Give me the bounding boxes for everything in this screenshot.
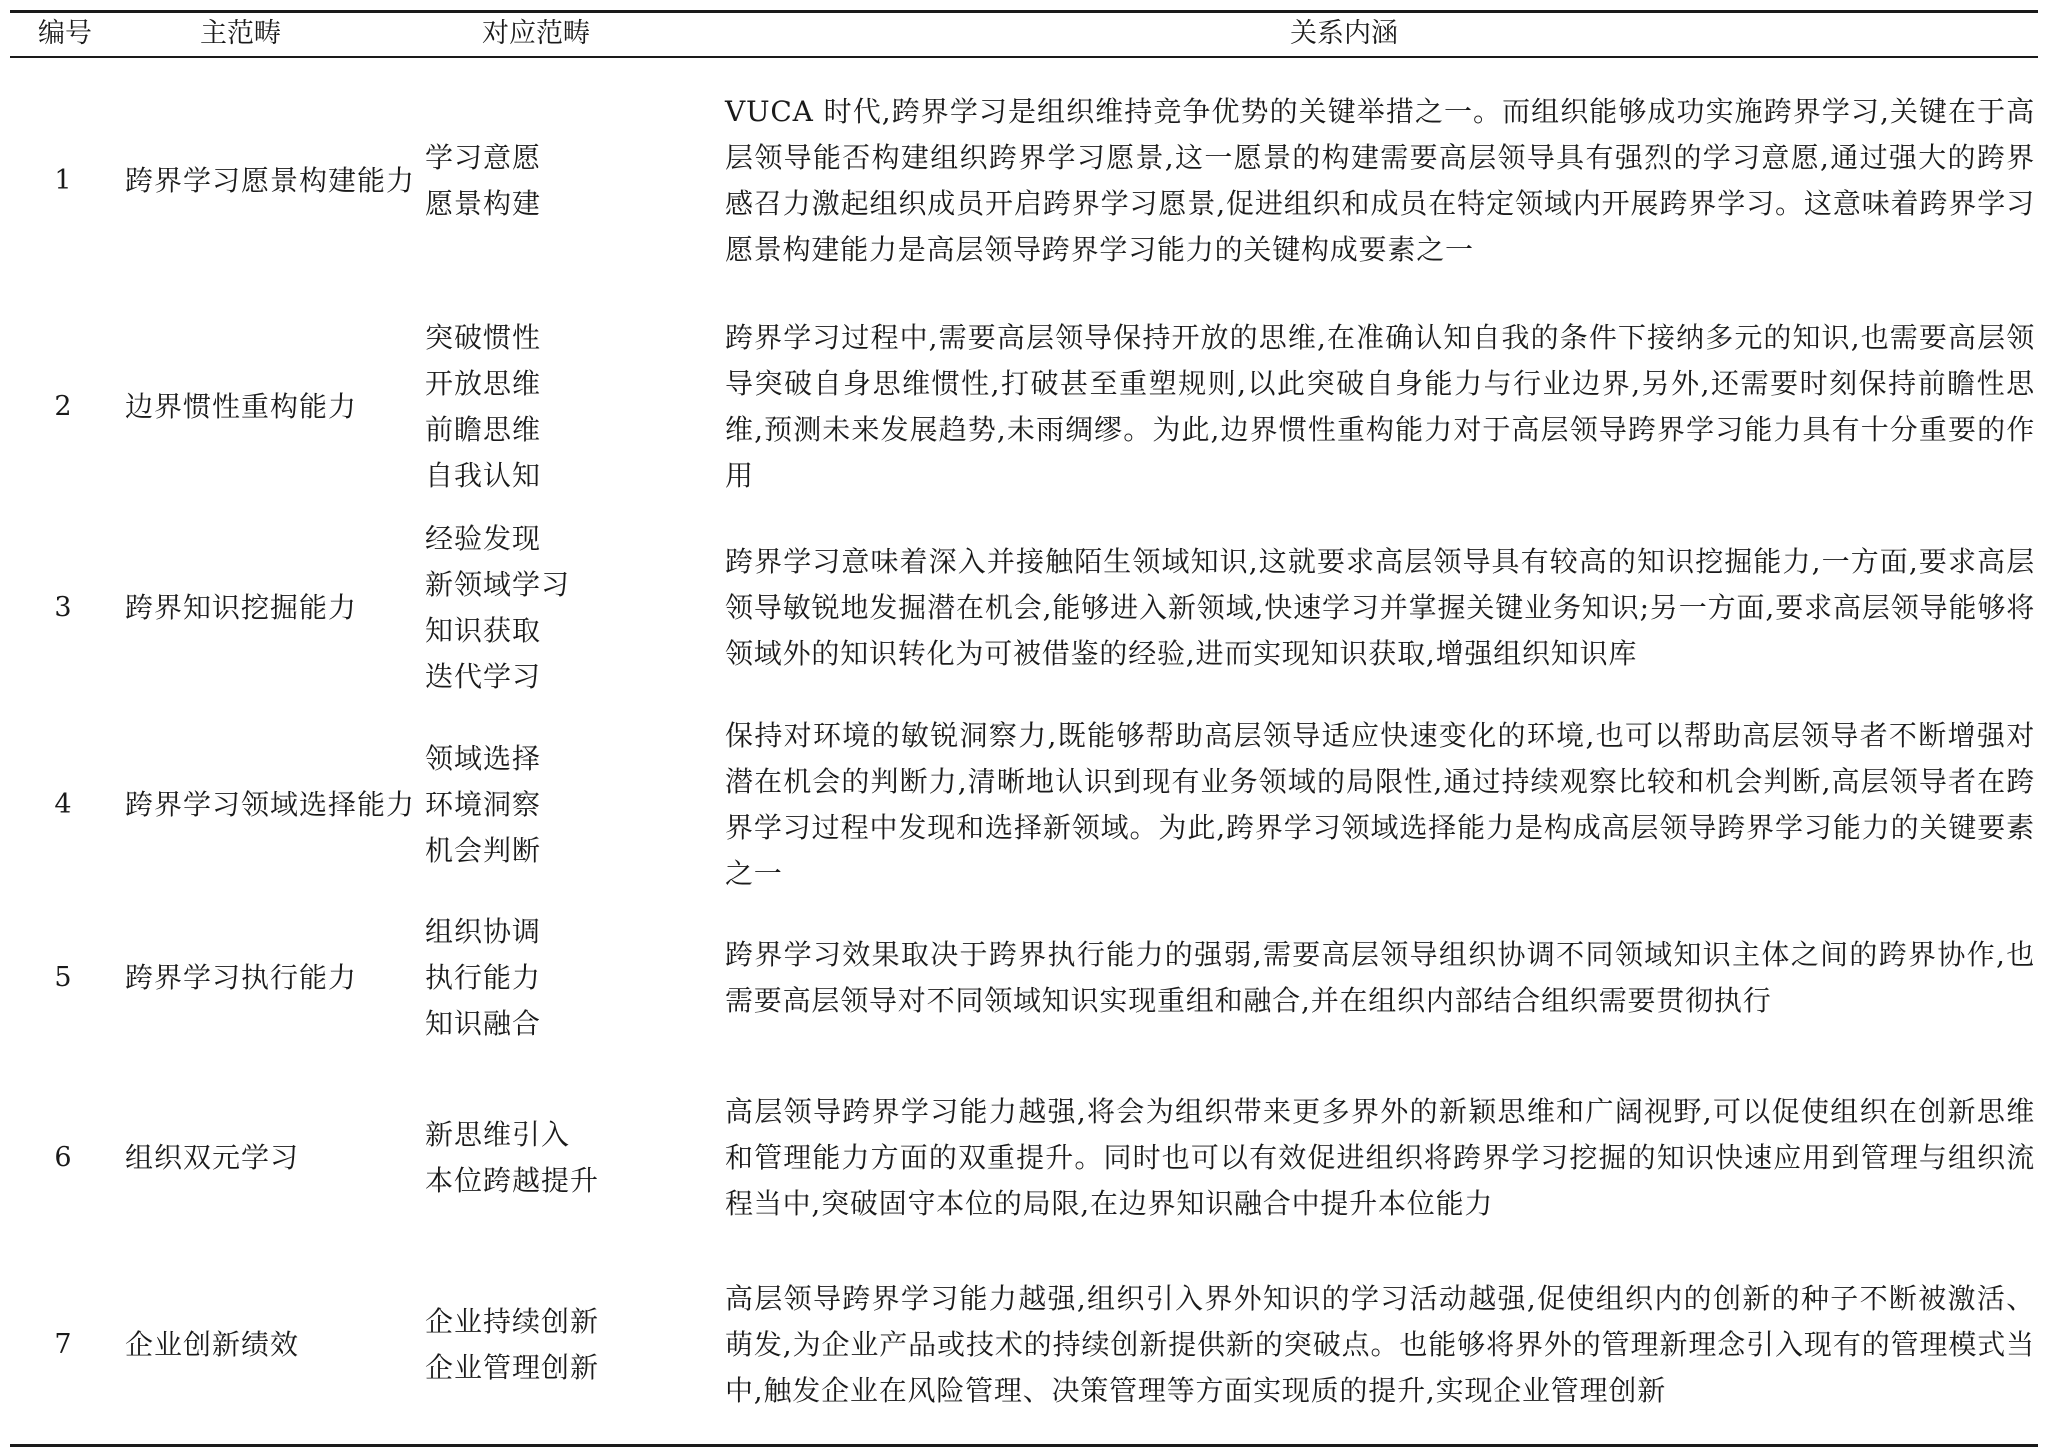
category-item: 机会判断	[425, 834, 542, 867]
table-header-rule	[10, 56, 2038, 58]
row-corresponding-categories	[425, 315, 645, 499]
category-item: 开放思维	[425, 367, 542, 400]
row-relationship: VUCA 时代,跨界学习是组织维持竞争优势的关键举措之一。而组织能够成功实施跨界学习,关键在于高层领导能否构建组织跨界学习愿景,这一愿景的构建需要高层领导具有强烈的学习意愿,通过强大的跨界感召力激起组织成员开启跨界学习愿景,促进组织和成员在特定领域内开展跨界学习。这意味着跨界学习愿景构建能力是高层领导跨界学习能力的关键构成要素之一	[725, 95, 2035, 266]
category-item: 突破惯性	[425, 321, 542, 354]
row-relationship: 高层领导跨界学习能力越强,组织引入界外知识的学习活动越强,促使组织内的创新的种子不断被激活、萌发,为企业产品或技术的持续创新提供新的突破点。也能够将界外的管理新理念引入现有的管理模式当中,触发企业在风险管理、决策管理等方面实现质的提升,实现企业管理创新	[725, 1282, 2035, 1407]
row-relationship: 跨界学习效果取决于跨界执行能力的强弱,需要高层领导组织协调不同领域知识主体之间的跨界协作,也需要高层领导对不同领域知识实现重组和融合,并在组织内部结合组织需要贯彻执行	[725, 938, 2035, 1017]
category-item: 自我认知	[425, 459, 542, 492]
category-item: 组织协调	[425, 915, 542, 948]
row-main-category: 边界惯性重构能力	[125, 390, 358, 423]
row-number: 6	[54, 1142, 72, 1173]
category-item: 本位跨越提升	[425, 1164, 600, 1197]
category-item: 企业持续创新	[425, 1305, 600, 1338]
table-row-2	[0, 308, 2048, 506]
category-item: 学习意愿	[425, 141, 542, 174]
row-number: 2	[54, 391, 72, 422]
table-bottom-rule	[10, 1444, 2038, 1447]
table-row-6	[0, 1080, 2048, 1236]
category-item: 新思维引入	[425, 1118, 571, 1151]
header-corresponding-categories: 对应范畴	[482, 18, 590, 49]
row-number: 7	[54, 1329, 72, 1360]
row-main-category: 跨界学习领域选择能力	[125, 788, 416, 821]
table-row-3	[0, 508, 2048, 708]
row-corresponding-categories	[425, 736, 645, 874]
row-main-category: 跨界学习执行能力	[125, 961, 358, 994]
row-main-category: 跨界知识挖掘能力	[125, 591, 358, 624]
header-number: 编号	[38, 18, 92, 49]
table-row-1	[0, 62, 2048, 300]
header-relationship: 关系内涵	[1290, 18, 1398, 49]
category-item: 愿景构建	[425, 187, 542, 220]
row-main-category: 跨界学习愿景构建能力	[125, 164, 416, 197]
row-number: 3	[54, 592, 72, 623]
category-item: 环境洞察	[425, 788, 542, 821]
row-corresponding-categories	[425, 909, 645, 1047]
category-item: 企业管理创新	[425, 1351, 600, 1384]
table-row-5	[0, 900, 2048, 1056]
row-relationship: 跨界学习意味着深入并接触陌生领域知识,这就要求高层领导具有较高的知识挖掘能力,一方面,要求高层领导敏锐地发掘潜在机会,能够进入新领域,快速学习并掌握关键业务知识;另一方面,要求高层领导能够将领域外的知识转化为可被借鉴的经验,进而实现知识获取,增强组织知识库	[725, 545, 2035, 670]
row-corresponding-categories	[425, 516, 645, 700]
row-relationship: 高层领导跨界学习能力越强,将会为组织带来更多界外的新颖思维和广阔视野,可以促使组织在创新思维和管理能力方面的双重提升。同时也可以有效促进组织将跨界学习挖掘的知识快速应用到管理与组织流程当中,突破固守本位的局限,在边界知识融合中提升本位能力	[725, 1095, 2035, 1220]
row-corresponding-categories	[425, 1299, 645, 1391]
header-main-category: 主范畴	[200, 18, 281, 49]
row-corresponding-categories	[425, 135, 645, 227]
row-relationship: 保持对环境的敏锐洞察力,既能够帮助高层领导适应快速变化的环境,也可以帮助高层领导者不断增强对潜在机会的判断力,清晰地认识到现有业务领域的局限性,通过持续观察比较和机会判断,高层领导者在跨界学习过程中发现和选择新领域。为此,跨界学习领域选择能力是构成高层领导跨界学习能力的关键要素之一	[725, 719, 2035, 890]
row-main-category: 企业创新绩效	[125, 1328, 300, 1361]
category-item: 新领域学习	[425, 568, 571, 601]
category-item: 经验发现	[425, 522, 542, 555]
category-item: 知识获取	[425, 614, 542, 647]
row-number: 5	[54, 962, 72, 993]
row-main-category: 组织双元学习	[125, 1141, 300, 1174]
category-item: 前瞻思维	[425, 413, 542, 446]
table-row-4	[0, 712, 2048, 898]
category-item: 知识融合	[425, 1007, 542, 1040]
category-item: 领域选择	[425, 742, 542, 775]
table-row-7	[0, 1250, 2048, 1440]
row-relationship: 跨界学习过程中,需要高层领导保持开放的思维,在准确认知自我的条件下接纳多元的知识,也需要高层领导突破自身思维惯性,打破甚至重塑规则,以此突破自身能力与行业边界,另外,还需要时刻保持前瞻性思维,预测未来发展趋势,未雨绸缪。为此,边界惯性重构能力对于高层领导跨界学习能力具有十分重要的作用	[725, 321, 2035, 492]
category-item: 迭代学习	[425, 660, 542, 693]
row-number: 1	[54, 165, 72, 196]
row-corresponding-categories	[425, 1112, 645, 1204]
row-number: 4	[54, 789, 72, 820]
category-item: 执行能力	[425, 961, 542, 994]
